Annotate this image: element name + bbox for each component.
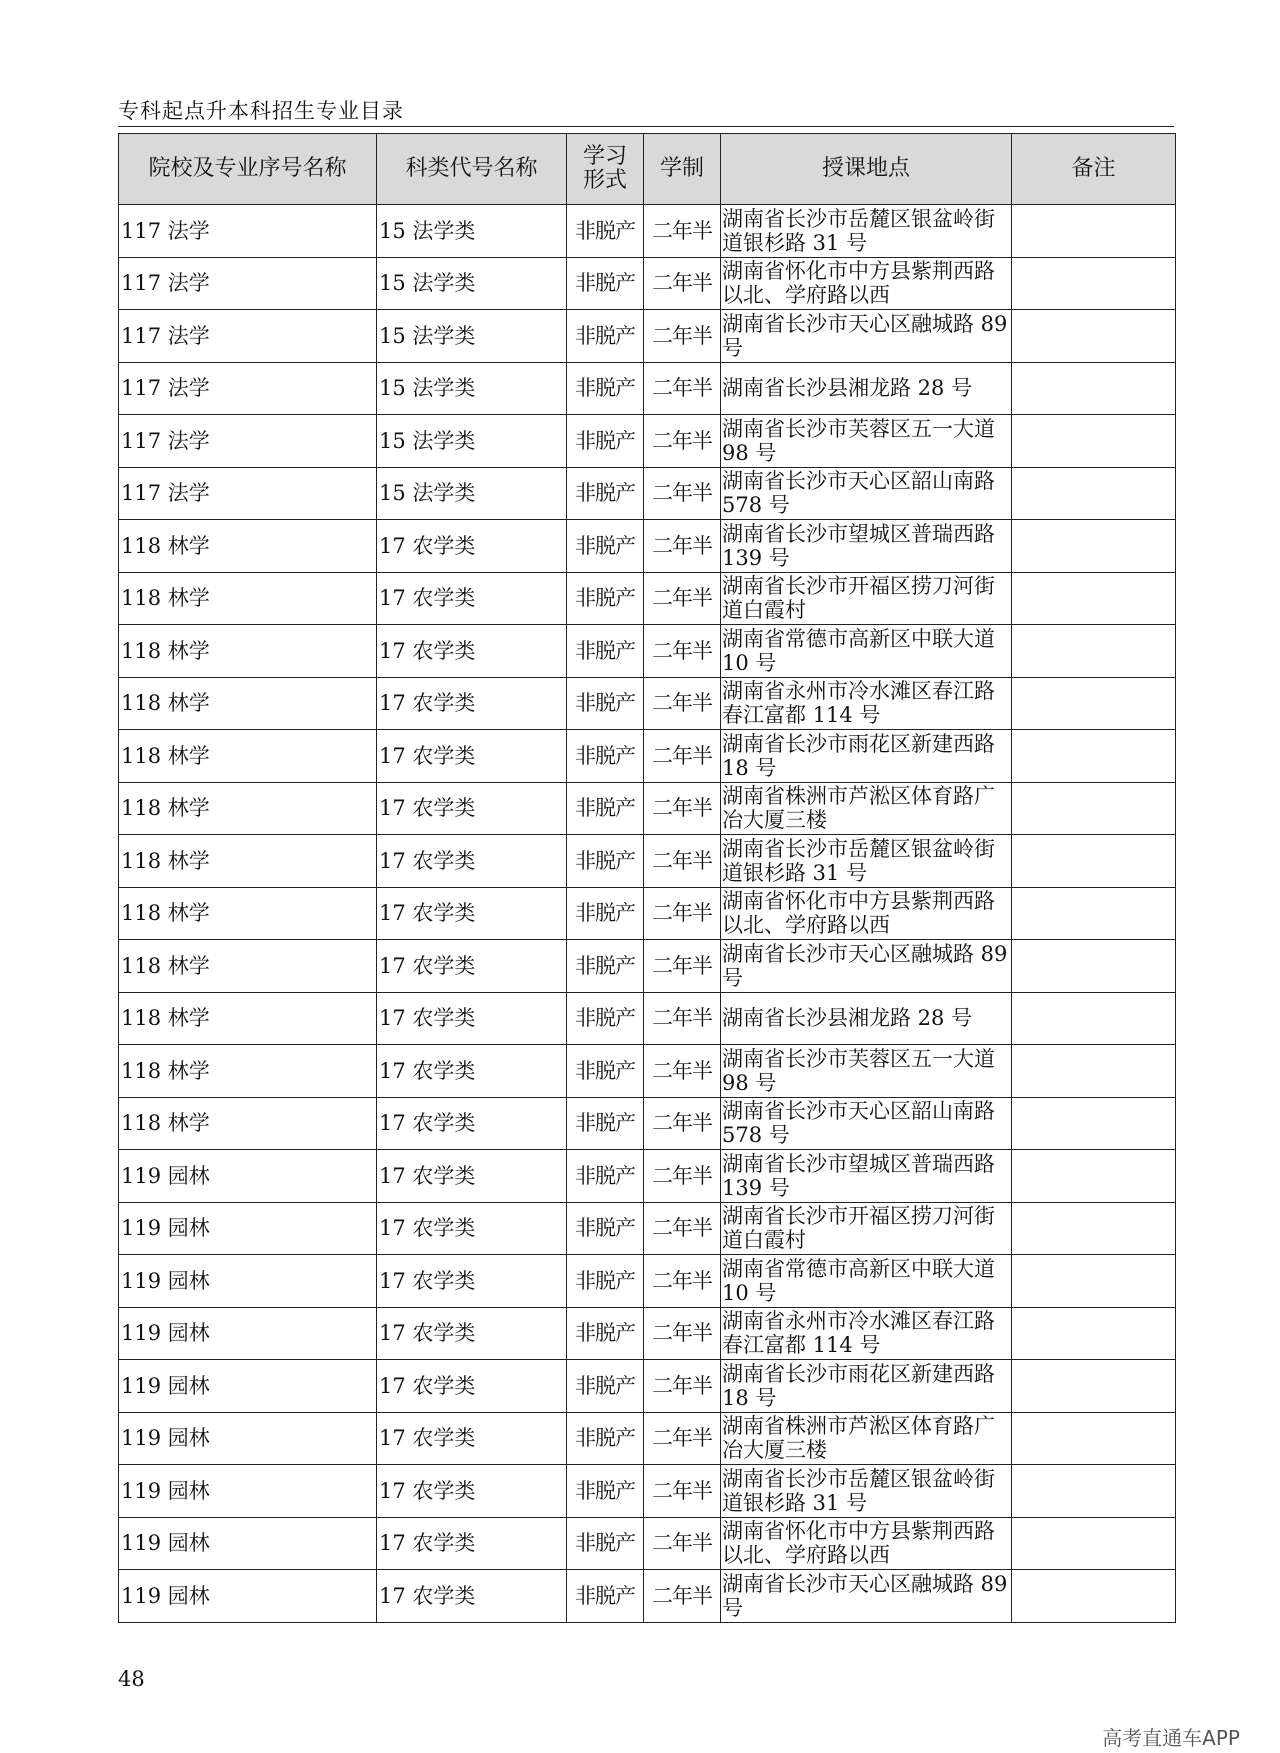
table-row: [119, 205, 1176, 258]
cell-category: 17 农学类: [377, 1045, 567, 1098]
table-row: [119, 1045, 1176, 1098]
table-row: [119, 467, 1176, 520]
cell-study-form: 非脱产: [567, 835, 644, 888]
cell-note: [1012, 1517, 1176, 1570]
cell-category: 17 农学类: [377, 1570, 567, 1623]
cell-study-form: 非脱产: [567, 1570, 644, 1623]
table-row: [119, 677, 1176, 730]
cell-note: [1012, 940, 1176, 993]
table-row: [119, 520, 1176, 573]
cell-category: 17 农学类: [377, 1412, 567, 1465]
cell-duration: 二年半: [644, 362, 721, 415]
cell-study-form: 非脱产: [567, 1255, 644, 1308]
cell-duration: 二年半: [644, 415, 721, 468]
cell-note: [1012, 415, 1176, 468]
table-row: [119, 1097, 1176, 1150]
cell-note: [1012, 1465, 1176, 1518]
cell-study-form: 非脱产: [567, 677, 644, 730]
cell-note: [1012, 1150, 1176, 1203]
cell-duration: 二年半: [644, 1255, 721, 1308]
cell-study-form: 非脱产: [567, 1360, 644, 1413]
cell-duration: 二年半: [644, 520, 721, 573]
cell-study-form: 非脱产: [567, 1465, 644, 1518]
cell-duration: 二年半: [644, 1517, 721, 1570]
cell-category: 15 法学类: [377, 362, 567, 415]
table-row: [119, 835, 1176, 888]
cell-location: 湖南省怀化市中方县紫荆西路以北、学府路以西: [721, 257, 1012, 310]
cell-study-form: 非脱产: [567, 782, 644, 835]
cell-category: 17 农学类: [377, 1307, 567, 1360]
cell-category: 15 法学类: [377, 467, 567, 520]
cell-note: [1012, 677, 1176, 730]
cell-duration: 二年半: [644, 1412, 721, 1465]
cell-major: 119 园林: [119, 1150, 377, 1203]
cell-location: 湖南省长沙市望城区普瑞西路 139 号: [721, 1150, 1012, 1203]
cell-location: 湖南省长沙市开福区捞刀河街道白霞村: [721, 572, 1012, 625]
cell-note: [1012, 467, 1176, 520]
table-row: [119, 625, 1176, 678]
cell-note: [1012, 1045, 1176, 1098]
cell-study-form: 非脱产: [567, 572, 644, 625]
cell-category: 17 农学类: [377, 730, 567, 783]
cell-note: [1012, 1570, 1176, 1623]
cell-location: 湖南省长沙市岳麓区银盆岭街道银杉路 31 号: [721, 205, 1012, 258]
cell-category: 17 农学类: [377, 1465, 567, 1518]
page-number: 48: [118, 1667, 145, 1691]
cell-location: 湖南省怀化市中方县紫荆西路以北、学府路以西: [721, 887, 1012, 940]
cell-note: [1012, 730, 1176, 783]
table-row: [119, 1517, 1176, 1570]
cell-category: 17 农学类: [377, 520, 567, 573]
cell-duration: 二年半: [644, 992, 721, 1045]
cell-note: [1012, 1255, 1176, 1308]
cell-major: 118 林学: [119, 835, 377, 888]
cell-duration: 二年半: [644, 887, 721, 940]
cell-study-form: 非脱产: [567, 730, 644, 783]
cell-location: 湖南省长沙市天心区融城路 89 号: [721, 310, 1012, 363]
cell-category: 17 农学类: [377, 887, 567, 940]
table-row: [119, 1465, 1176, 1518]
cell-category: 17 农学类: [377, 835, 567, 888]
table-header-row: [119, 134, 1176, 205]
table-row: [119, 1307, 1176, 1360]
cell-study-form: 非脱产: [567, 1045, 644, 1098]
cell-duration: 二年半: [644, 625, 721, 678]
cell-study-form: 非脱产: [567, 257, 644, 310]
cell-duration: 二年半: [644, 782, 721, 835]
cell-major: 118 林学: [119, 992, 377, 1045]
cell-major: 118 林学: [119, 782, 377, 835]
cell-duration: 二年半: [644, 677, 721, 730]
cell-major: 118 林学: [119, 1097, 377, 1150]
cell-location: 湖南省长沙市开福区捞刀河街道白霞村: [721, 1202, 1012, 1255]
cell-location: 湖南省长沙市天心区融城路 89 号: [721, 1570, 1012, 1623]
cell-location: 湖南省长沙市天心区融城路 89 号: [721, 940, 1012, 993]
cell-major: 117 法学: [119, 362, 377, 415]
cell-study-form: 非脱产: [567, 625, 644, 678]
cell-duration: 二年半: [644, 205, 721, 258]
cell-major: 118 林学: [119, 940, 377, 993]
cell-location: 湖南省长沙县湘龙路 28 号: [721, 362, 1012, 415]
cell-category: 17 农学类: [377, 1150, 567, 1203]
table-row: [119, 730, 1176, 783]
cell-duration: 二年半: [644, 1360, 721, 1413]
cell-major: 119 园林: [119, 1570, 377, 1623]
cell-note: [1012, 310, 1176, 363]
cell-location: 湖南省永州市冷水滩区春江路春江富都 114 号: [721, 677, 1012, 730]
table-row: [119, 572, 1176, 625]
cell-major: 117 法学: [119, 467, 377, 520]
column-header-duration: 学制: [644, 134, 721, 205]
table-row: [119, 1150, 1176, 1203]
cell-major: 119 园林: [119, 1202, 377, 1255]
cell-major: 119 园林: [119, 1465, 377, 1518]
cell-study-form: 非脱产: [567, 992, 644, 1045]
cell-duration: 二年半: [644, 940, 721, 993]
cell-location: 湖南省株洲市芦淞区体育路广冶大厦三楼: [721, 1412, 1012, 1465]
table-row: [119, 1360, 1176, 1413]
cell-major: 117 法学: [119, 415, 377, 468]
catalog-table-container: [118, 133, 1175, 1623]
cell-study-form: 非脱产: [567, 310, 644, 363]
cell-study-form: 非脱产: [567, 362, 644, 415]
cell-major: 117 法学: [119, 205, 377, 258]
cell-major: 118 林学: [119, 625, 377, 678]
cell-duration: 二年半: [644, 467, 721, 520]
cell-location: 湖南省常德市高新区中联大道 10 号: [721, 1255, 1012, 1308]
cell-major: 119 园林: [119, 1517, 377, 1570]
column-header-location: 授课地点: [721, 134, 1012, 205]
cell-note: [1012, 835, 1176, 888]
cell-note: [1012, 625, 1176, 678]
table-row: [119, 415, 1176, 468]
cell-duration: 二年半: [644, 835, 721, 888]
column-header-study-form-label: 学习形式: [583, 144, 628, 193]
cell-note: [1012, 1202, 1176, 1255]
cell-major: 119 园林: [119, 1307, 377, 1360]
cell-study-form: 非脱产: [567, 1202, 644, 1255]
table-row: [119, 887, 1176, 940]
cell-category: 17 农学类: [377, 1255, 567, 1308]
cell-location: 湖南省永州市冷水滩区春江路春江富都 114 号: [721, 1307, 1012, 1360]
cell-location: 湖南省常德市高新区中联大道 10 号: [721, 625, 1012, 678]
cell-study-form: 非脱产: [567, 887, 644, 940]
cell-major: 118 林学: [119, 520, 377, 573]
cell-duration: 二年半: [644, 310, 721, 363]
table-row: [119, 1570, 1176, 1623]
cell-note: [1012, 257, 1176, 310]
cell-location: 湖南省长沙市雨花区新建西路 18 号: [721, 730, 1012, 783]
cell-category: 15 法学类: [377, 415, 567, 468]
cell-duration: 二年半: [644, 1465, 721, 1518]
header-rule: [118, 126, 1174, 127]
cell-duration: 二年半: [644, 1202, 721, 1255]
cell-major: 119 园林: [119, 1255, 377, 1308]
cell-duration: 二年半: [644, 257, 721, 310]
column-header-major: 院校及专业序号名称: [119, 134, 377, 205]
cell-study-form: 非脱产: [567, 1517, 644, 1570]
cell-location: 湖南省长沙市岳麓区银盆岭街道银杉路 31 号: [721, 835, 1012, 888]
table-row: [119, 782, 1176, 835]
cell-duration: 二年半: [644, 1097, 721, 1150]
cell-location: 湖南省长沙市芙蓉区五一大道 98 号: [721, 1045, 1012, 1098]
cell-location: 湖南省怀化市中方县紫荆西路以北、学府路以西: [721, 1517, 1012, 1570]
cell-location: 湖南省长沙县湘龙路 28 号: [721, 992, 1012, 1045]
cell-location: 湖南省长沙市芙蓉区五一大道 98 号: [721, 415, 1012, 468]
cell-study-form: 非脱产: [567, 1307, 644, 1360]
cell-duration: 二年半: [644, 1045, 721, 1098]
cell-category: 17 农学类: [377, 992, 567, 1045]
cell-duration: 二年半: [644, 1150, 721, 1203]
cell-location: 湖南省长沙市天心区韶山南路 578 号: [721, 467, 1012, 520]
cell-location: 湖南省长沙市望城区普瑞西路 139 号: [721, 520, 1012, 573]
table-row: [119, 310, 1176, 363]
cell-note: [1012, 1412, 1176, 1465]
table-row: [119, 362, 1176, 415]
cell-duration: 二年半: [644, 572, 721, 625]
cell-note: [1012, 782, 1176, 835]
cell-note: [1012, 992, 1176, 1045]
cell-note: [1012, 205, 1176, 258]
cell-category: 17 农学类: [377, 625, 567, 678]
cell-category: 15 法学类: [377, 310, 567, 363]
cell-category: 17 农学类: [377, 940, 567, 993]
cell-study-form: 非脱产: [567, 467, 644, 520]
cell-study-form: 非脱产: [567, 520, 644, 573]
cell-note: [1012, 1307, 1176, 1360]
cell-duration: 二年半: [644, 730, 721, 783]
cell-category: 17 农学类: [377, 1097, 567, 1150]
table-row: [119, 940, 1176, 993]
cell-duration: 二年半: [644, 1307, 721, 1360]
cell-study-form: 非脱产: [567, 940, 644, 993]
cell-major: 117 法学: [119, 310, 377, 363]
cell-category: 17 农学类: [377, 1517, 567, 1570]
cell-category: 15 法学类: [377, 257, 567, 310]
cell-note: [1012, 1097, 1176, 1150]
cell-major: 118 林学: [119, 730, 377, 783]
cell-study-form: 非脱产: [567, 205, 644, 258]
cell-study-form: 非脱产: [567, 1150, 644, 1203]
cell-location: 湖南省株洲市芦淞区体育路广冶大厦三楼: [721, 782, 1012, 835]
column-header-study-form: [567, 134, 644, 205]
table-row: [119, 1202, 1176, 1255]
cell-study-form: 非脱产: [567, 1097, 644, 1150]
page-header-title: 专科起点升本科招生专业目录: [118, 99, 404, 123]
cell-category: 17 农学类: [377, 1202, 567, 1255]
column-header-note: 备注: [1012, 134, 1176, 205]
cell-major: 118 林学: [119, 572, 377, 625]
cell-category: 15 法学类: [377, 205, 567, 258]
table-row: [119, 992, 1176, 1045]
cell-location: 湖南省长沙市雨花区新建西路 18 号: [721, 1360, 1012, 1413]
cell-duration: 二年半: [644, 1570, 721, 1623]
table-row: [119, 1412, 1176, 1465]
table-row: [119, 257, 1176, 310]
cell-location: 湖南省长沙市岳麓区银盆岭街道银杉路 31 号: [721, 1465, 1012, 1518]
cell-category: 17 农学类: [377, 572, 567, 625]
cell-major: 117 法学: [119, 257, 377, 310]
cell-major: 119 园林: [119, 1412, 377, 1465]
cell-note: [1012, 572, 1176, 625]
catalog-table: [118, 133, 1176, 1623]
cell-note: [1012, 1360, 1176, 1413]
cell-major: 118 林学: [119, 887, 377, 940]
cell-major: 119 园林: [119, 1360, 377, 1413]
cell-note: [1012, 520, 1176, 573]
cell-study-form: 非脱产: [567, 415, 644, 468]
cell-category: 17 农学类: [377, 677, 567, 730]
cell-location: 湖南省长沙市天心区韶山南路 578 号: [721, 1097, 1012, 1150]
cell-major: 118 林学: [119, 677, 377, 730]
cell-note: [1012, 887, 1176, 940]
cell-category: 17 农学类: [377, 782, 567, 835]
cell-major: 118 林学: [119, 1045, 377, 1098]
column-header-category: 科类代号名称: [377, 134, 567, 205]
table-body: [119, 205, 1176, 1623]
cell-study-form: 非脱产: [567, 1412, 644, 1465]
watermark-text: 高考直通车APP: [1102, 1726, 1240, 1750]
cell-note: [1012, 362, 1176, 415]
table-row: [119, 1255, 1176, 1308]
cell-category: 17 农学类: [377, 1360, 567, 1413]
